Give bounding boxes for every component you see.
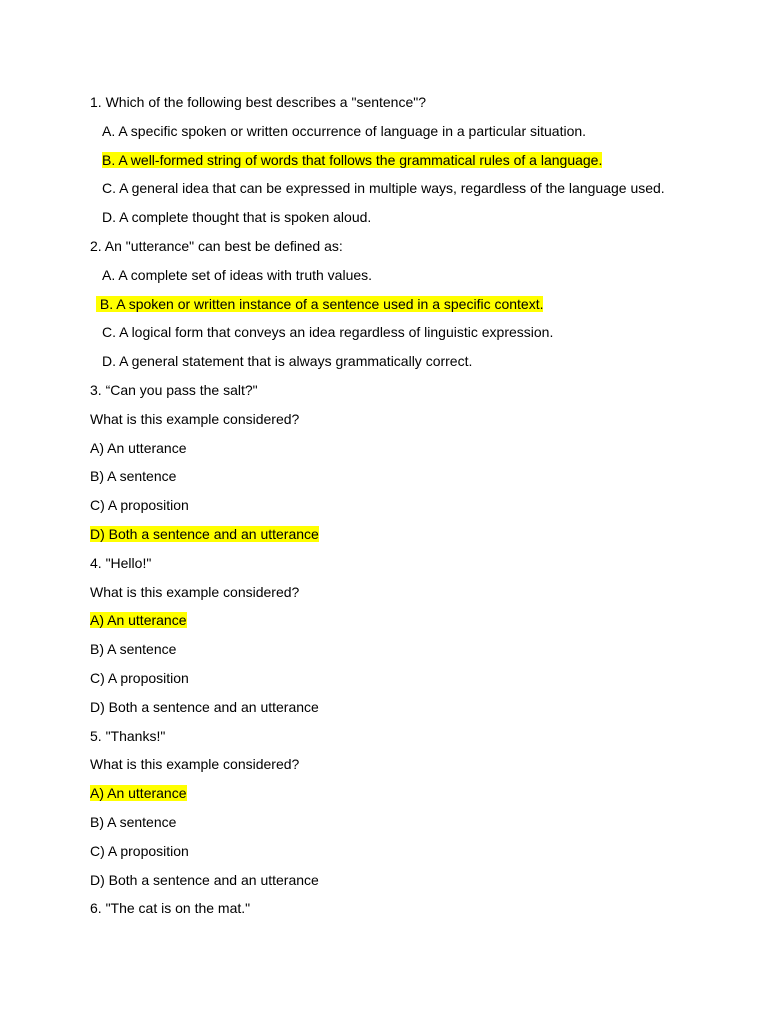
option-text: D) Both a sentence and an utterance (90, 698, 319, 715)
option-text: B) A sentence (90, 468, 177, 485)
option-text: A. A complete set of ideas with truth values. (102, 266, 373, 283)
option-text: B) A sentence (90, 641, 177, 658)
question-1-option-b (0, 150, 768, 179)
question-2-option-b (0, 294, 768, 323)
prompt-text: What is this example considered? (90, 410, 300, 427)
highlighted-answer: B. A spoken or written instance of a sentence used in a specific context. (96, 295, 544, 312)
question-3-text: 3. “Can you pass the salt?" (90, 381, 258, 398)
option-text: C) A proposition (90, 842, 189, 859)
question-3-option-b (0, 466, 768, 495)
option-text: A. A specific spoken or written occurrence of language in a particular situation. (102, 122, 587, 139)
question-1-text: 1. Which of the following best describes a "sentence"? (90, 94, 427, 110)
question-5-option-c (0, 841, 768, 870)
question-3-option-d (0, 524, 768, 553)
question-4-option-b (0, 639, 768, 668)
question-3-stem (0, 380, 768, 409)
question-4-text: 4. "Hello!" (90, 554, 152, 571)
question-2-option-d (0, 351, 768, 380)
question-3-option-c (0, 495, 768, 524)
option-text: B) A sentence (90, 813, 177, 830)
question-2-option-a (0, 265, 768, 294)
question-5-option-d (0, 870, 768, 899)
prompt-text: What is this example considered? (90, 583, 300, 600)
highlighted-answer: B. A well-formed string of words that follows the grammatical rules of a language. (102, 151, 603, 168)
option-text: C) A proposition (90, 669, 189, 686)
option-text: D. A general statement that is always grammatically correct. (102, 353, 473, 370)
question-3-prompt (0, 409, 768, 438)
question-1-option-d (0, 207, 768, 236)
highlighted-answer: A) An utterance (90, 785, 187, 802)
option-text: A) An utterance (90, 439, 187, 456)
highlighted-answer: A) An utterance (90, 612, 187, 629)
question-5-option-a (0, 783, 768, 812)
question-1-stem (0, 92, 768, 121)
question-2-stem (0, 236, 768, 265)
question-4-option-a (0, 610, 768, 639)
option-text: C. A general idea that can be expressed in multiple ways, regardless of the language used. (102, 180, 665, 197)
option-text: D. A complete thought that is spoken aloud. (102, 209, 372, 226)
question-5-option-b (0, 812, 768, 841)
question-6-text: 6. "The cat is on the mat." (90, 900, 251, 917)
highlighted-answer: D) Both a sentence and an utterance (90, 525, 319, 542)
question-1-option-c (0, 178, 768, 207)
question-4-option-d (0, 697, 768, 726)
prompt-text: What is this example considered? (90, 756, 300, 773)
option-text: C. A logical form that conveys an idea regardless of linguistic expression. (102, 324, 554, 341)
question-2-text: 2. An "utterance" can best be defined as: (90, 237, 343, 254)
option-text: C) A proposition (90, 497, 189, 514)
option-text: D) Both a sentence and an utterance (90, 871, 319, 888)
question-3-option-a (0, 438, 768, 467)
question-1-option-a (0, 121, 768, 150)
question-5-text: 5. "Thanks!" (90, 727, 166, 744)
question-6-stem (0, 898, 768, 927)
question-4-stem (0, 553, 768, 582)
question-2-option-c (0, 322, 768, 351)
question-5-stem (0, 726, 768, 755)
question-5-prompt (0, 754, 768, 783)
question-4-option-c (0, 668, 768, 697)
question-4-prompt (0, 582, 768, 611)
